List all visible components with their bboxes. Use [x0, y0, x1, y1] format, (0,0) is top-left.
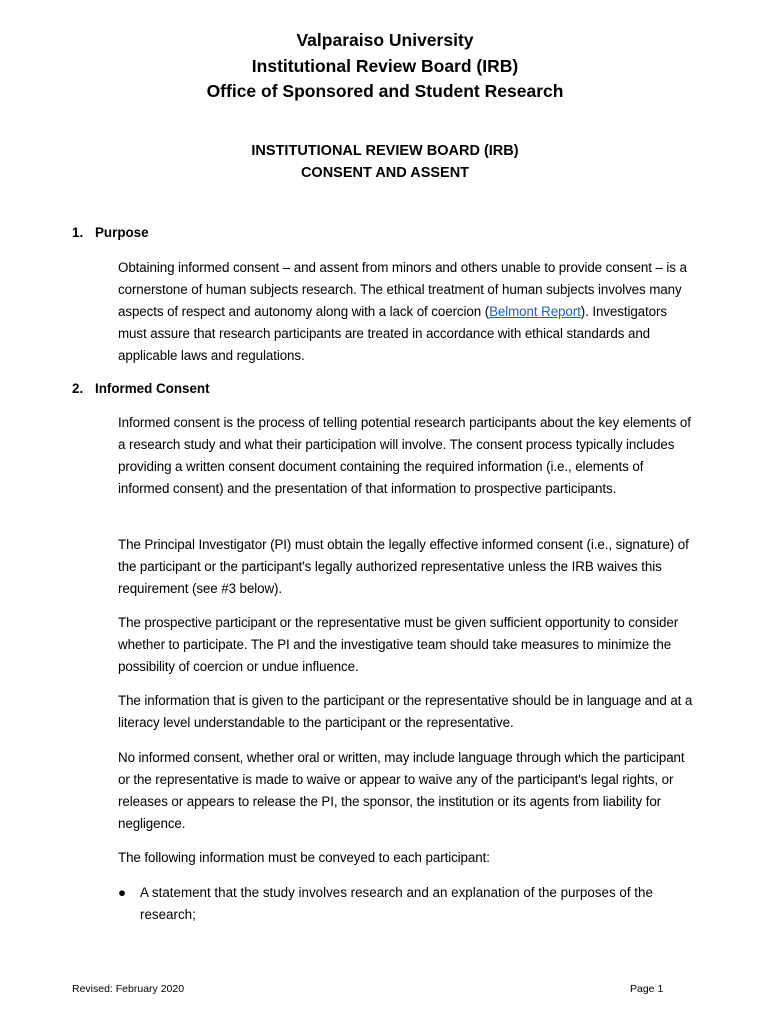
- office-name: Office of Sponsored and Student Research: [206, 81, 564, 101]
- informed-consent-paragraph-5: No informed consent, whether oral or written, may include language through which the participant or the representative is made to waive or appear to waive any of the participant's legal rights, or releases or appears to release the PI, the sponsor, the institution or its agents from liability for negligence.: [118, 750, 685, 831]
- footer-page-number: Page 1: [630, 983, 664, 995]
- document-title: [0, 140, 770, 184]
- board-name: Institutional Review Board (IRB): [251, 55, 519, 76]
- university-name: Valparaiso University: [296, 30, 474, 50]
- purpose-text-end: ). Investigators must assure that research participants are treated in accordance with ethical standards and applicable laws and regulations.: [118, 304, 667, 363]
- section-title: Informed Consent: [95, 381, 210, 396]
- section-number: 2.: [72, 381, 84, 396]
- purpose-text-start: Obtaining informed consent – and assent from minors and others unable to provide consent – is a cornerstone of human subjects research. The ethical treatment of human subjects involves many aspects of respect and autonomy along with a lack of coercion (: [118, 260, 687, 319]
- document-header: [0, 28, 770, 105]
- informed-consent-paragraph-3: The prospective participant or the representative must be given sufficient opportunity to consider whether to participate. The PI and the investigative team should take measures to minimize the possibility of coercion or undue influence.: [118, 615, 679, 674]
- title-line-1: INSTITUTIONAL REVIEW BOARD (IRB): [251, 143, 519, 159]
- informed-consent-paragraph-6: The following information must be conveyed to each participant:: [118, 850, 490, 865]
- informed-consent-paragraph-1: Informed consent is the process of telling potential research participants about the key elements of a research study and what their participation will involve. The consent process typically includes providing a written consent document containing the required information (i.e., elements of informed consent) and the presentation of that information to prospective participants.: [118, 415, 691, 496]
- informed-consent-paragraph-4: The information that is given to the participant or the representative should be in language and at a literacy level understandable to the participant or the representative.: [118, 693, 693, 730]
- title-line-2: CONSENT AND ASSENT: [300, 165, 470, 181]
- belmont-report-link[interactable]: Belmont Report: [489, 304, 581, 319]
- section-informed-consent-heading: [72, 380, 210, 398]
- section-number: 1.: [72, 225, 84, 240]
- footer-revised-date: Revised: February 2020: [72, 983, 185, 995]
- section-title: Purpose: [95, 225, 149, 240]
- purpose-paragraph: [118, 257, 698, 367]
- informed-consent-paragraph-2: The Principal Investigator (PI) must obtain the legally effective informed consent (i.e., signature) of the participant or the participant's legally authorized representative unless the IRB waives this requirement (see #3 below).: [118, 537, 689, 596]
- bullet-marker: ●: [118, 885, 127, 900]
- section-purpose-heading: [72, 224, 149, 242]
- bullet-text: A statement that the study involves research and an explanation of the purposes of the research;: [140, 885, 653, 922]
